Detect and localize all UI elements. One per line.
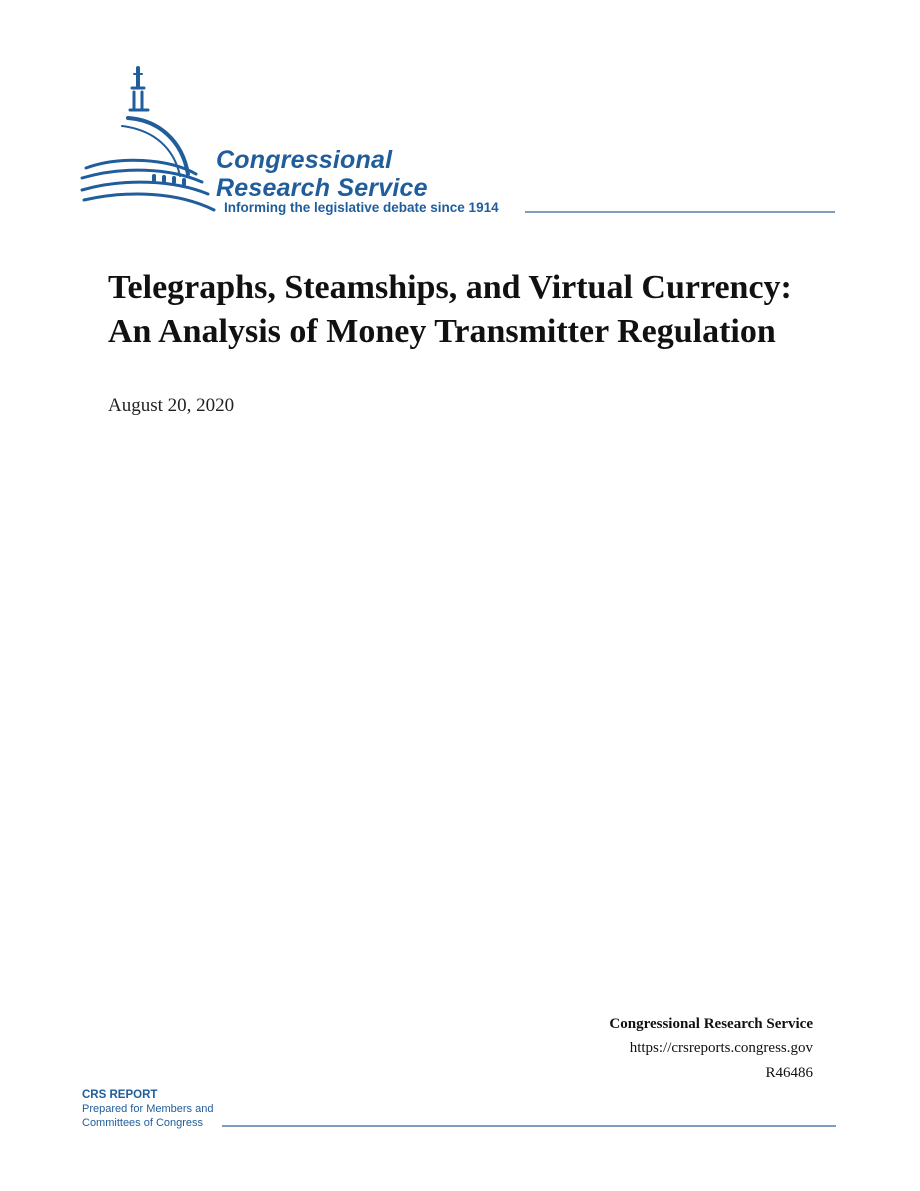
report-title-line2: An Analysis of Money Transmitter Regulation: [108, 313, 776, 350]
publisher-block: [609, 1012, 813, 1085]
capitol-dome-icon: [78, 64, 218, 219]
publisher-url[interactable]: https://crsreports.congress.gov: [629, 1040, 813, 1056]
footer-label: [82, 1088, 213, 1130]
logo-divider: [525, 211, 835, 213]
footer-line1: Prepared for Members and: [82, 1103, 214, 1115]
report-date: August 20, 2020: [108, 395, 235, 416]
report-title: [108, 266, 868, 354]
logo-wordmark: [216, 146, 428, 202]
footer-report-label: CRS REPORT: [82, 1089, 158, 1101]
logo-tagline: Informing the legislative debate since 1914: [224, 200, 499, 215]
footer-divider: [222, 1125, 836, 1127]
logo-name-line1: Congressional: [216, 146, 393, 174]
crs-logo: [78, 64, 838, 224]
report-number: R46486: [765, 1065, 813, 1081]
logo-name-line2: Research Service: [216, 174, 428, 202]
publisher-name: Congressional Research Service: [609, 1016, 813, 1032]
footer-line2: Committees of Congress: [82, 1117, 204, 1129]
report-title-line1: Telegraphs, Steamships, and Virtual Currency:: [108, 269, 792, 306]
